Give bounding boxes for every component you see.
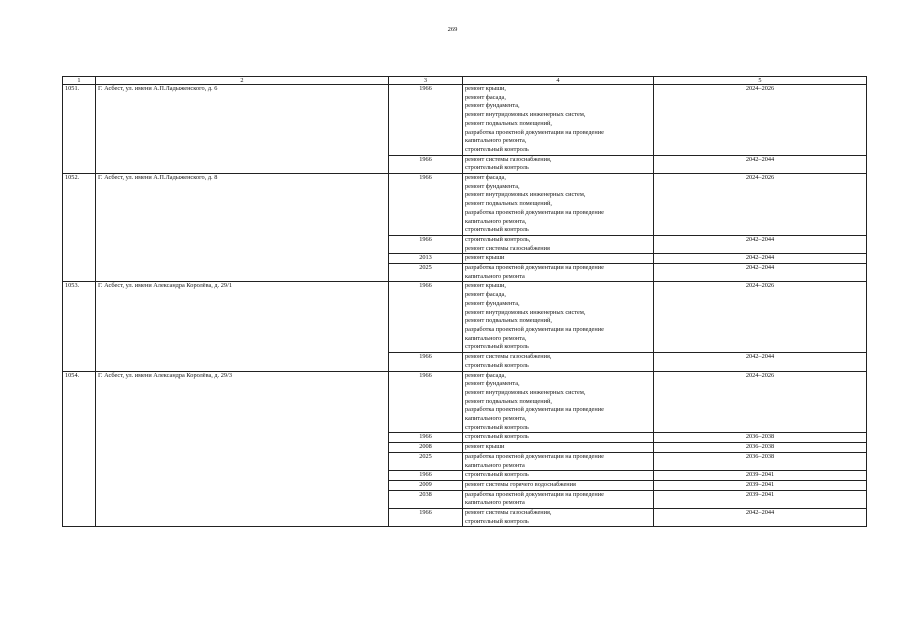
works-list	[463, 452, 654, 470]
works-list	[463, 155, 654, 173]
year-cell: 2038	[389, 490, 463, 508]
works-list	[463, 509, 654, 527]
works-list	[463, 353, 654, 371]
work-item: ремонт фасада,	[465, 93, 506, 101]
page-number: 269	[447, 26, 458, 33]
planned-period: 2042–2044	[654, 353, 867, 371]
work-item: ремонт фундамента,	[465, 182, 520, 190]
work-item: строительный контроль	[465, 145, 529, 153]
year-cell: 1966	[389, 471, 463, 481]
works-list	[463, 174, 654, 236]
year-cell: 2009	[389, 480, 463, 490]
column-header-1: 1	[63, 77, 96, 85]
work-item: ремонт системы газоснабжения	[465, 244, 550, 252]
planned-period: 2042–2044	[654, 264, 867, 282]
work-item: капитального ремонта	[465, 461, 525, 469]
work-item: строительный контроль	[465, 517, 529, 525]
work-item: строительный контроль	[465, 164, 529, 172]
planned-period: 2039–2041	[654, 490, 867, 508]
work-item: ремонт фундамента,	[465, 299, 520, 307]
works-list	[463, 282, 654, 353]
work-item: разработка проектной документации на проведение	[465, 490, 604, 498]
works-list	[463, 471, 654, 481]
table-body	[63, 77, 867, 527]
works-list	[463, 443, 654, 453]
column-header-3: 3	[389, 77, 463, 85]
work-item: ремонт подвальных помещений,	[465, 397, 552, 405]
work-item: строительный контроль	[465, 471, 529, 479]
work-item: капитального ремонта	[465, 272, 525, 280]
work-item: ремонт системы газоснабжения,	[465, 509, 552, 517]
work-item: ремонт крыши,	[465, 85, 507, 92]
works-list	[463, 264, 654, 282]
work-item: строительный контроль	[465, 226, 529, 234]
row-number: 1054.	[63, 371, 96, 527]
work-item: ремонт подвальных помещений,	[465, 200, 552, 208]
planned-period: 2024–2026	[654, 371, 867, 433]
works-list	[463, 490, 654, 508]
work-item: ремонт фасада,	[465, 371, 506, 379]
planned-period: 2024–2026	[654, 85, 867, 156]
building-address: Г. Асбест, ул. имени А.П.Ладыженского, д. 8	[96, 174, 389, 282]
work-item: капитального ремонта,	[465, 334, 527, 342]
work-item: ремонт крыши,	[465, 282, 507, 290]
work-item: строительный контроль	[465, 433, 529, 441]
work-item: ремонт системы газоснабжения,	[465, 155, 552, 163]
planned-period: 2036–2038	[654, 433, 867, 443]
work-item: ремонт фундамента,	[465, 102, 520, 110]
repair-schedule-table	[62, 76, 867, 527]
work-item: ремонт системы горячего водоснабжения	[465, 480, 576, 488]
work-item: капитального ремонта	[465, 499, 525, 507]
year-cell: 1966	[389, 433, 463, 443]
table-row	[63, 85, 867, 156]
work-item: ремонт внутридомовых инженерных систем,	[465, 111, 586, 119]
table-row	[63, 282, 867, 353]
work-item: разработка проектной документации на проведение	[465, 264, 604, 272]
building-address: Г. Асбест, ул. имени А.П.Ладыженского, д. 6	[96, 85, 389, 174]
year-cell: 1966	[389, 509, 463, 527]
table-row	[63, 174, 867, 236]
year-cell: 1966	[389, 282, 463, 353]
work-item: строительный контроль	[465, 423, 529, 431]
work-item: строительный контроль,	[465, 235, 531, 243]
work-item: ремонт системы газоснабжения,	[465, 353, 552, 361]
year-cell: 2013	[389, 254, 463, 264]
year-cell: 2025	[389, 264, 463, 282]
year-cell: 1966	[389, 174, 463, 236]
row-number: 1052.	[63, 174, 96, 282]
year-cell: 1966	[389, 353, 463, 371]
planned-period: 2024–2026	[654, 174, 867, 236]
works-list	[463, 433, 654, 443]
planned-period: 2042–2044	[654, 509, 867, 527]
works-list	[463, 235, 654, 253]
works-list	[463, 254, 654, 264]
column-header-5: 5	[654, 77, 867, 85]
work-item: разработка проектной документации на проведение	[465, 208, 604, 216]
work-item: капитального ремонта,	[465, 415, 527, 423]
year-cell: 1966	[389, 235, 463, 253]
building-address: Г. Асбест, ул. имени Александра Королёва, д. 29/3	[96, 371, 389, 527]
work-item: ремонт внутридомовых инженерных систем,	[465, 308, 586, 316]
planned-period: 2042–2044	[654, 235, 867, 253]
work-item: разработка проектной документации на проведение	[465, 406, 604, 414]
work-item: строительный контроль	[465, 343, 529, 351]
year-cell: 2025	[389, 452, 463, 470]
work-item: ремонт крыши	[465, 254, 505, 262]
work-item: ремонт внутридомовых инженерных систем,	[465, 191, 586, 199]
works-list	[463, 371, 654, 433]
row-number: 1053.	[63, 282, 96, 371]
column-header-4: 4	[463, 77, 654, 85]
year-cell: 1966	[389, 85, 463, 156]
work-item: ремонт подвальных помещений,	[465, 119, 552, 127]
year-cell: 1966	[389, 371, 463, 433]
planned-period: 2039–2041	[654, 471, 867, 481]
planned-period: 2036–2038	[654, 452, 867, 470]
building-address: Г. Асбест, ул. имени Александра Королёва, д. 29/1	[96, 282, 389, 371]
work-item: разработка проектной документации на проведение	[465, 325, 604, 333]
row-number: 1051.	[63, 85, 96, 174]
work-item: капитального ремонта,	[465, 217, 527, 225]
column-header-2: 2	[96, 77, 389, 85]
works-list	[463, 85, 654, 156]
year-cell: 2008	[389, 443, 463, 453]
planned-period: 2042–2044	[654, 254, 867, 264]
planned-period: 2039–2041	[654, 480, 867, 490]
work-item: строительный контроль	[465, 361, 529, 369]
table-row	[63, 371, 867, 433]
work-item: разработка проектной документации на проведение	[465, 128, 604, 136]
work-item: ремонт внутридомовых инженерных систем,	[465, 388, 586, 396]
planned-period: 2042–2044	[654, 155, 867, 173]
planned-period: 2024–2026	[654, 282, 867, 353]
work-item: капитального ремонта,	[465, 137, 527, 145]
header-row	[63, 77, 867, 85]
year-cell: 1966	[389, 155, 463, 173]
works-list	[463, 480, 654, 490]
work-item: ремонт фундамента,	[465, 380, 520, 388]
work-item: ремонт подвальных помещений,	[465, 317, 552, 325]
planned-period: 2036–2038	[654, 443, 867, 453]
work-item: ремонт крыши	[465, 443, 505, 451]
work-item: разработка проектной документации на проведение	[465, 452, 604, 460]
work-item: ремонт фасада,	[465, 174, 506, 182]
work-item: ремонт фасада,	[465, 291, 506, 299]
